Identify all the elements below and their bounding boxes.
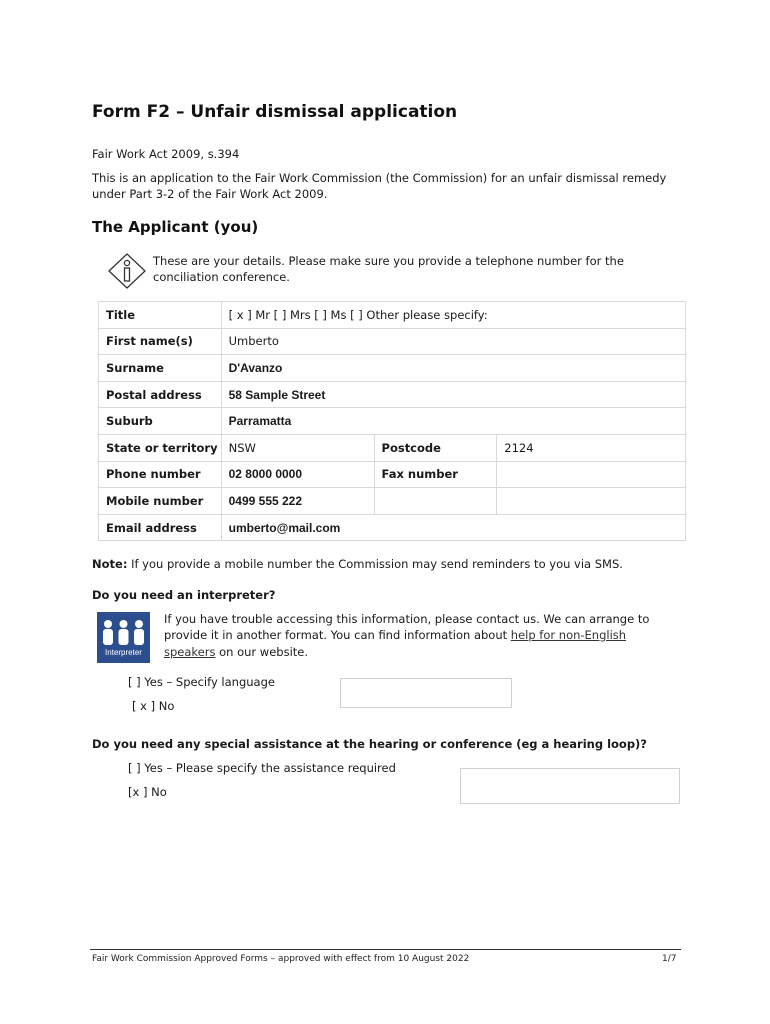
footer-divider bbox=[90, 949, 681, 950]
interpreter-yes-option[interactable]: [ ] Yes – Specify language bbox=[128, 675, 275, 689]
intro-line-1: This is an application to the Fair Work Commission (the Commission) for an unfair dismissal remedy bbox=[92, 171, 667, 185]
intro-line-2: under Part 3-2 of the Fair Work Act 2009. bbox=[92, 187, 328, 201]
table-row bbox=[99, 302, 686, 329]
title-label: Title bbox=[99, 302, 222, 329]
sms-note bbox=[92, 556, 623, 573]
form-title: Form F2 – Unfair dismissal application bbox=[92, 102, 458, 122]
first-name-label: First name(s) bbox=[99, 328, 222, 355]
help-link-continued[interactable]: speakers bbox=[164, 645, 216, 659]
note-text: If you provide a mobile number the Commission may send reminders to you via SMS. bbox=[127, 557, 623, 571]
footer-text: Fair Work Commission Approved Forms – approved with effect from 10 August 2022 bbox=[92, 954, 470, 964]
fax-field[interactable] bbox=[497, 461, 686, 488]
interpreter-icon bbox=[97, 612, 150, 663]
info-line-1: These are your details. Please make sure you provide a telephone number for the bbox=[153, 254, 624, 268]
assistance-input[interactable] bbox=[460, 768, 680, 804]
applicant-details-table bbox=[98, 301, 686, 541]
surname-label: Surname bbox=[99, 355, 222, 382]
postal-address-label: Postal address bbox=[99, 381, 222, 408]
surname-field[interactable]: D'Avanzo bbox=[221, 355, 685, 382]
applicant-heading: The Applicant (you) bbox=[92, 218, 259, 236]
interpreter-line-3-text: on our website. bbox=[215, 645, 309, 659]
phone-label: Phone number bbox=[99, 461, 222, 488]
interpreter-line-1: If you have trouble accessing this information, please contact us. We can arrange to bbox=[164, 612, 650, 626]
table-row bbox=[99, 434, 686, 461]
table-row bbox=[99, 488, 686, 515]
fax-label: Fax number bbox=[374, 461, 497, 488]
table-row bbox=[99, 355, 686, 382]
title-options[interactable]: [ x ] Mr [ ] Mrs [ ] Ms [ ] Other please specify: bbox=[221, 302, 685, 329]
act-reference: Fair Work Act 2009, s.394 bbox=[92, 147, 240, 161]
phone-field[interactable]: 02 8000 0000 bbox=[221, 461, 374, 488]
table-row bbox=[99, 408, 686, 435]
table-row bbox=[99, 381, 686, 408]
table-row bbox=[99, 328, 686, 355]
interpreter-no-option[interactable]: [ x ] No bbox=[132, 699, 175, 713]
state-label: State or territory bbox=[99, 434, 222, 461]
info-line-2: conciliation conference. bbox=[153, 270, 290, 284]
mobile-label: Mobile number bbox=[99, 488, 222, 515]
page-number: 1/7 bbox=[662, 954, 677, 964]
suburb-label: Suburb bbox=[99, 408, 222, 435]
assistance-question: Do you need any special assistance at the hearing or conference (eg a hearing loop)? bbox=[92, 737, 647, 751]
interpreter-icon-label: Interpreter bbox=[105, 648, 142, 657]
empty-cell bbox=[497, 488, 686, 515]
table-row bbox=[99, 461, 686, 488]
assistance-yes-option[interactable]: [ ] Yes – Please specify the assistance required bbox=[128, 761, 396, 775]
note-label: Note: bbox=[92, 557, 128, 571]
interpreter-line-2 bbox=[164, 627, 626, 644]
postal-address-field[interactable]: 58 Sample Street bbox=[221, 381, 685, 408]
empty-cell bbox=[374, 488, 497, 515]
postcode-label: Postcode bbox=[374, 434, 497, 461]
interpreter-question: Do you need an interpreter? bbox=[92, 588, 276, 602]
language-input[interactable] bbox=[340, 678, 512, 708]
first-name-field[interactable]: Umberto bbox=[221, 328, 685, 355]
state-field[interactable]: NSW bbox=[221, 434, 374, 461]
postcode-field[interactable]: 2124 bbox=[497, 434, 686, 461]
interpreter-line-2-text: provide it in another format. You can find information about bbox=[164, 628, 511, 642]
info-icon bbox=[108, 253, 146, 289]
mobile-field[interactable]: 0499 555 222 bbox=[221, 488, 374, 515]
table-row bbox=[99, 514, 686, 541]
assistance-no-option[interactable]: [x ] No bbox=[128, 785, 167, 799]
interpreter-line-3 bbox=[164, 644, 308, 661]
email-label: Email address bbox=[99, 514, 222, 541]
help-link[interactable]: help for non-English bbox=[510, 628, 627, 642]
email-field[interactable]: umberto@mail.com bbox=[221, 514, 685, 541]
suburb-field[interactable]: Parramatta bbox=[221, 408, 685, 435]
